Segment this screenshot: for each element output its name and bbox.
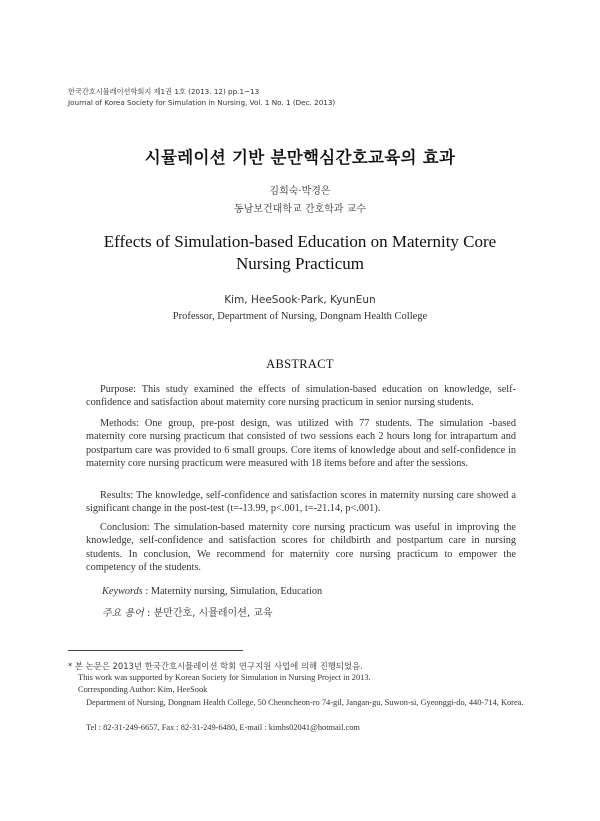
results-text: The knowledge, self-confidence and satisfaction scores in maternity nursing care showed a significant change in the post-test (t=-13.99, p<.001, t=-21.14, p<.001). [86,490,516,515]
abstract-heading: ABSTRACT [266,357,334,371]
footnote-divider [68,650,243,651]
purpose-text: This study examined the effects of simulation-based education on knowledge, self-confidence and satisfaction about maternity core nursing practicum in senior nursing students. [86,384,516,409]
title-korean: 시뮬레이션 기반 분만핵심간호교육의 효과 [144,148,456,167]
journal-header [68,86,335,108]
footnote-funding-kr: * 본 논문은 2013년 한국간호시뮬레이션 학회 연구지원 사업에 의해 진행되었음. [68,661,363,671]
abstract-conclusion [86,521,516,574]
keywords-english [102,586,322,597]
footnote-funding-en: This work was supported by Korean Society for Simulation in Nursing Project in 2013. [78,673,371,682]
footnote-address: Department of Nursing, Dongnam Health College, 50 Cheoncheon-ro 74-gil, Jangan-gu, Suwon-si, Gyeonggi-do, 440-714, Korea. [86,698,524,707]
title-english-line2: Nursing Practicum [236,254,364,273]
abstract-purpose [86,383,516,410]
results-label: Results: [100,490,134,501]
abstract-results [86,489,516,516]
keywords-value-kr: : 분만간호, 시뮬레이션, 교육 [143,608,273,619]
methods-text: One group, pre-post design, was utilized with 77 students. The simulation -based maternity core nursing practicum that consisted of two sessions each 2 hours long for intrapartum and postpartum care was provided to 6 small groups. Core items of knowledge about and self-confidence in maternity core nursing practicum were measured with 18 items before and after the sessions. [86,418,516,469]
affiliation-korean: 동남보건대학교 간호학과 교수 [234,204,366,215]
footnote-contact: Tel : 82-31-249-6657, Fax : 82-31-249-6480, E-mail : kimhs02041@hotmail.com [86,723,360,732]
title-english-line1: Effects of Simulation-based Education on Maternity Core [103,232,497,251]
purpose-label: Purpose: [100,384,137,395]
keywords-value-en: : Maternity nursing, Simulation, Education [142,586,323,597]
keywords-label-kr: 주요 용어 [102,608,144,619]
keywords-korean [102,604,273,619]
methods-label: Methods: [100,418,139,429]
journal-citation-kr: 한국간호시뮬레이션학회지 제1권 1호 (2013. 12) pp.1~13 [68,87,260,96]
conclusion-text: The simulation-based maternity core nursing practicum was useful in improving the knowledge, self-confidence and satisfaction scores for childbirth and postpartum care in nursing students. In conclusion, We recommend for maternity core nursing practicum to empower the competency of the students. [86,522,516,573]
abstract-methods [86,417,516,470]
authors-korean: 김희숙·박경은 [269,186,331,197]
keywords-label-en: Keywords [102,586,143,597]
affiliation-english: Professor, Department of Nursing, Dongnam Health College [172,311,428,322]
footnote-corresponding-author: Corresponding Author: Kim, HeeSook [78,685,208,694]
conclusion-label: Conclusion: [100,522,150,533]
authors-english: Kim, HeeSook·Park, KyunEun [224,294,376,306]
journal-citation-en: Journal of Korea Society for Simulation in Nursing, Vol. 1 No. 1 (Dec. 2013) [68,98,336,107]
title-english [0,231,600,275]
